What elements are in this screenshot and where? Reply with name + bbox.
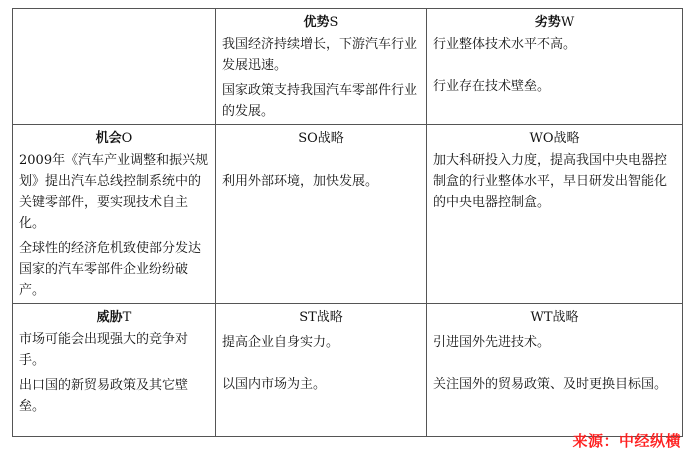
st-strategy-item: 以国内市场为主。 [222, 377, 327, 392]
wt-strategy-cell [427, 304, 683, 437]
strength-item: 国家政策支持我国汽车零部件行业的发展。 [222, 83, 418, 119]
st-strategy-cell [216, 304, 427, 437]
threat-item: 出口国的新贸易政策及其它壁垒。 [19, 378, 189, 414]
wt-strategy-item: 关注国外的贸易政策、及时更换目标国。 [433, 377, 668, 392]
weakness-item: 行业整体技术水平不高。 [433, 37, 577, 52]
source-label: 来源：中经纵横 [572, 432, 681, 450]
weaknesses-header: 劣势W [534, 15, 575, 30]
strengths-cell [216, 9, 427, 125]
strength-item: 我国经济持续增长，下游汽车行业发展迅速。 [222, 37, 418, 73]
threats-header: 威胁T [96, 310, 132, 325]
weakness-item: 行业存在技术壁垒。 [433, 79, 551, 94]
swot-row-strengths-weaknesses [13, 9, 683, 125]
st-strategy-header: ST战略 [299, 310, 343, 325]
threats-cell [13, 304, 216, 437]
so-strategy-cell [216, 125, 427, 304]
so-strategy-header: SO战略 [298, 131, 344, 146]
swot-row-threats [13, 304, 683, 437]
opportunities-cell [13, 125, 216, 304]
opportunity-item: 2009年《汽车产业调整和振兴规划》提出汽车总线控制系统中的关键零部件，要实现技术自主化。 [19, 153, 209, 231]
wo-strategy-item: 加大科研投入力度，提高我国中央电器控制盒的行业整体水平，早日研发出智能化的中央电器控制盒。 [433, 153, 668, 210]
st-strategy-item: 提高企业自身实力。 [222, 335, 340, 350]
strengths-header: 优势S [303, 15, 339, 30]
threat-item: 市场可能会出现强大的竞争对手。 [19, 332, 189, 368]
so-strategy-item: 利用外部环境，加快发展。 [222, 174, 379, 189]
swot-row-opportunities [13, 125, 683, 304]
opportunity-item: 全球性的经济危机致使部分发达国家的汽车零部件企业纷纷破产。 [19, 241, 202, 298]
wo-strategy-cell [427, 125, 683, 304]
corner-cell [13, 9, 216, 125]
wo-strategy-header: WO战略 [529, 131, 580, 146]
swot-table [12, 8, 683, 437]
opportunities-header: 机会O [95, 131, 133, 146]
wt-strategy-header: WT战略 [530, 310, 579, 325]
wt-strategy-item: 引进国外先进技术。 [433, 335, 551, 350]
weaknesses-cell [427, 9, 683, 125]
